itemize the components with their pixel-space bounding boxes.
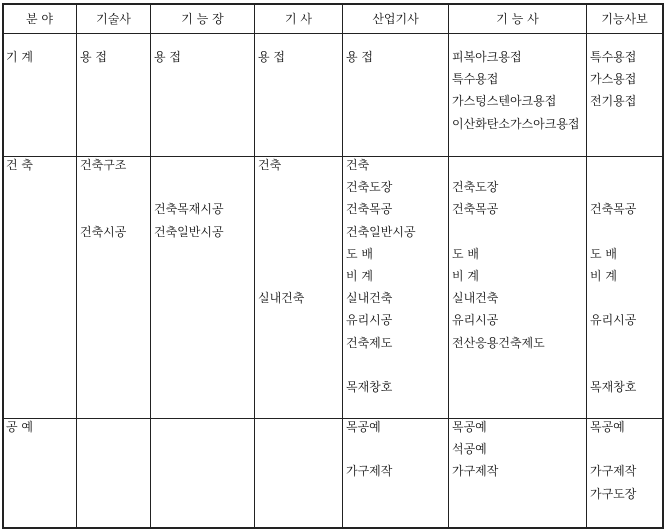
- header-engineer: 기 사: [285, 11, 312, 26]
- qualification-item: 목재창호: [346, 379, 393, 394]
- table-cell: [258, 154, 304, 309]
- qualification-item: [80, 176, 126, 198]
- qualification-item: 유리시공: [590, 313, 637, 328]
- qualification-item: 건축일반시공: [346, 224, 416, 239]
- qualification-item: [590, 332, 636, 354]
- qualification-item: [258, 265, 304, 287]
- qualification-item: 목재창호: [590, 379, 637, 394]
- table-cell: [80, 46, 107, 68]
- column-divider: [448, 3, 449, 529]
- table-cell: [452, 416, 498, 483]
- qualification-item: [590, 438, 636, 460]
- table-cell: [590, 154, 636, 398]
- qualification-item: 용 접: [154, 50, 181, 64]
- qualification-item: 건축: [258, 158, 282, 172]
- qualification-item: 목공예: [452, 420, 487, 434]
- qualification-item: 전기용접: [590, 94, 637, 109]
- qualification-item: 도 배: [590, 246, 617, 261]
- row-divider: [2, 418, 664, 419]
- qualification-item: [258, 221, 304, 243]
- table-cell: [346, 46, 373, 68]
- header-craftsman-assistant: 기능사보: [601, 11, 648, 26]
- qualification-item: 유리시공: [452, 313, 499, 328]
- qualification-item: [590, 221, 636, 243]
- table-cell: [346, 154, 416, 398]
- header-master-craftsman: 기 능 장: [181, 11, 224, 26]
- qualification-item: 가구제작: [590, 464, 637, 479]
- row-label-machinery: 기 계: [6, 50, 33, 64]
- qualification-item: 피복아크용접: [452, 50, 522, 64]
- qualification-item: 건축목공: [452, 202, 499, 217]
- qualification-item: 가구제작: [452, 464, 499, 479]
- qualification-item: 비 계: [590, 268, 617, 283]
- qualification-item: 건축: [346, 158, 370, 172]
- qualification-item: [154, 176, 224, 198]
- qualification-item: [452, 154, 545, 176]
- qualification-item: [590, 176, 636, 198]
- table-cell: [452, 46, 580, 135]
- table-cell: [590, 416, 636, 505]
- qualification-item: 목공예: [590, 420, 625, 434]
- qualification-item: 건축구조: [80, 158, 127, 172]
- qualification-item: 건축제도: [346, 335, 393, 350]
- qualification-item: 실내건축: [346, 291, 393, 306]
- qualification-item: 특수용접: [590, 50, 637, 64]
- qualification-item: 건축도장: [452, 180, 499, 195]
- row-label-crafts: 공 예: [6, 420, 33, 434]
- qualification-item: 건축목재시공: [154, 202, 224, 217]
- qualification-item: 가구제작: [346, 464, 393, 479]
- qualification-item: [346, 354, 416, 376]
- qualification-item: [258, 243, 304, 265]
- table-border-left: [2, 3, 4, 529]
- table-cell: [452, 154, 545, 354]
- qualification-item: 목공예: [346, 420, 381, 434]
- qualification-item: 비 계: [346, 268, 373, 283]
- qualification-item: [590, 287, 636, 309]
- header-divider: [2, 33, 664, 34]
- qualification-item: 가스용접: [590, 72, 637, 87]
- qualification-item: 이산화탄소가스아크용접: [452, 116, 580, 131]
- qualification-item: 비 계: [452, 268, 479, 283]
- qualification-item: 건축목공: [346, 202, 393, 217]
- qualification-item: [154, 154, 224, 176]
- column-divider: [150, 3, 151, 529]
- column-divider: [76, 3, 77, 529]
- qualification-item: 도 배: [346, 246, 373, 261]
- qualification-item: [590, 354, 636, 376]
- qualification-item: [80, 198, 126, 220]
- header-professional-engineer: 기술사: [96, 11, 131, 26]
- table-border-bottom: [2, 527, 664, 529]
- header-field: 분 야: [26, 11, 53, 26]
- table-cell: [258, 46, 285, 68]
- header-craftsman: 기 능 사: [496, 11, 539, 26]
- column-divider: [254, 3, 255, 529]
- row-label-architecture: 건 축: [6, 158, 33, 172]
- qualification-item: 도 배: [452, 246, 479, 261]
- qualification-item: 실내건축: [258, 291, 305, 306]
- qualification-item: 용 접: [258, 50, 285, 64]
- qualification-item: 가구도장: [590, 486, 637, 501]
- qualification-item: 유리시공: [346, 313, 393, 328]
- qualification-item: [346, 438, 392, 460]
- qualification-item: [258, 198, 304, 220]
- qualification-item: 건축목공: [590, 202, 637, 217]
- qualification-item: 석공예: [452, 442, 487, 457]
- qualification-item: 특수용접: [452, 72, 499, 87]
- column-divider: [342, 3, 343, 529]
- qualification-item: 건축시공: [80, 224, 127, 239]
- qualification-item: 실내건축: [452, 291, 499, 306]
- header-industrial-engineer: 산업기사: [372, 11, 419, 26]
- qualification-item: 전산응용건축제도: [452, 335, 545, 350]
- qualification-item: [258, 176, 304, 198]
- qualification-item: 가스텅스텐아크용접: [452, 94, 557, 109]
- table-cell: [154, 154, 224, 243]
- qualification-item: 건축도장: [346, 180, 393, 195]
- qualification-item: [452, 221, 545, 243]
- table-cell: [154, 46, 181, 68]
- table-cell: [590, 46, 636, 113]
- table-cell: [346, 416, 392, 483]
- table-border-right: [662, 3, 664, 529]
- column-divider: [586, 3, 587, 529]
- qualification-item: [590, 154, 636, 176]
- qualification-item: 용 접: [80, 50, 107, 64]
- table-cell: [80, 154, 126, 243]
- qualification-item: 건축일반시공: [154, 224, 224, 239]
- qualification-item: 용 접: [346, 50, 373, 64]
